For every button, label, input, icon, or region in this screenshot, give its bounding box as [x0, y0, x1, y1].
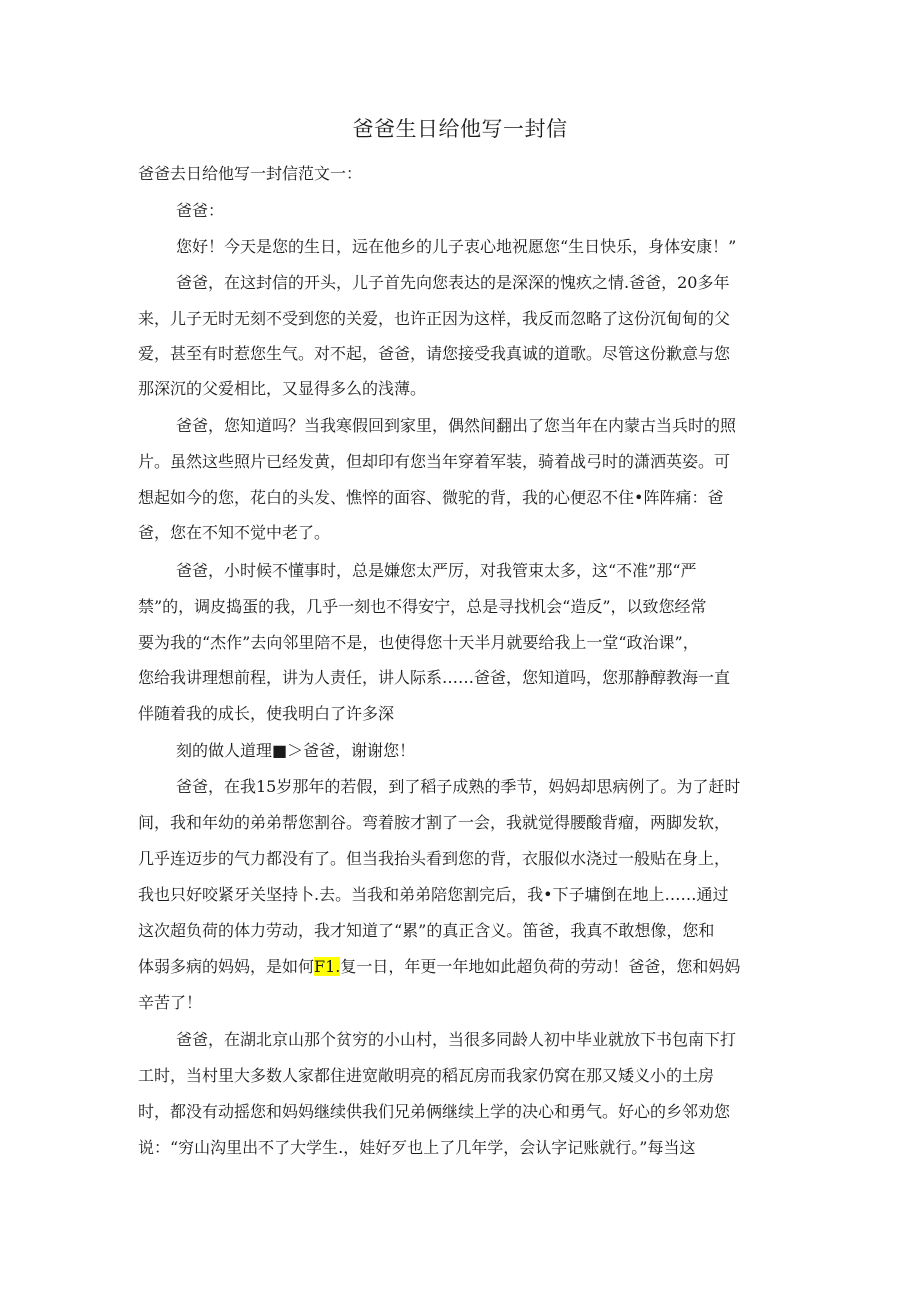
paragraph-line: 您给我讲理想前程，讲为人责任，讲人际系……爸爸，您知道吗，您那静醇教海一直: [138, 668, 731, 687]
paragraph-line-text: 体弱多病的妈妈，是如何: [138, 957, 315, 976]
subtitle: 爸爸去日给他写一封信范文一：: [138, 164, 363, 183]
paragraph-line: 爸爸，小时候不懂事时，总是嫌您太严厉，对我管束太多，这“不准”那“严: [176, 561, 697, 580]
paragraph-line: 伴随着我的成长，使我明白了许多深: [138, 704, 395, 723]
paragraph-line: 辛苦了！: [138, 993, 203, 1012]
paragraph-line: 来，儿子无时无刻不受到您的关爱，也许正因为这样，我反而忽略了这份沉甸甸的父: [138, 309, 731, 328]
paragraph-line: 爸爸，在湖北京山那个贫穷的小山村，当很多同龄人初中毕业就放下书包南下打: [176, 1030, 737, 1049]
paragraph-line: 爸，您在不知不觉中老了。: [138, 523, 331, 542]
paragraph-line: 时，都没有动摇您和妈妈继续供我们兄弟俩继续上学的决心和勇气。好心的乡邻劝您: [138, 1102, 731, 1121]
highlighted-text: F1.: [314, 957, 341, 976]
paragraph-line: 爸爸，在这封信的开头，儿子首先向您表达的是深深的愧疚之情.爸爸，20多年: [176, 273, 730, 292]
paragraph-line: 要为我的“杰作”去向邻里陪不是，也使得您十天半月就要给我上一堂“政治课”，: [138, 633, 699, 652]
paragraph-line: 片。虽然这些照片已经发黄，但却印有您当年穿着军装，骑着战弓时的潇洒英姿。可: [138, 452, 731, 471]
paragraph-line: 间，我和年幼的弟弟帮您割谷。弯着胺才割了一会，我就觉得腰酸背瘤，两脚发软，: [138, 813, 731, 832]
paragraph-line: 想起如今的您，花白的头发、憔悴的面容、微驼的背，我的心便忍不住•阵阵痛：爸: [138, 488, 724, 507]
paragraph-line: 那深沉的父爱相比，又显得多么的浅薄。: [138, 379, 427, 398]
paragraph-line: 爸爸，您知道吗？当我寒假回到家里，偶然间翻出了您当年在内蒙古当兵时的照: [176, 416, 737, 435]
page-title: 爸爸生日给他写一封信: [352, 117, 568, 141]
paragraph-line: 刻的做人道理■＞爸爸，谢谢您！: [176, 741, 416, 760]
paragraph-line: 爸爸，在我15岁那年的若假，到了稻子成熟的季节，妈妈却思病例了。为了赶时: [176, 777, 741, 796]
paragraph-line: 您好！今天是您的生日，远在他乡的儿子衷心地祝愿您“生日快乐，身体安康！”: [176, 237, 737, 256]
paragraph-line: [138, 956, 740, 978]
paragraph-line-text: 复一日，年更一年地如此超负荷的劳动！爸爸，您和妈妈: [340, 957, 741, 976]
paragraph-line: 工时，当村里大多数人家都住进宽敞明亮的稻瓦房而我家仍窝在那又矮义小的土房: [138, 1066, 715, 1085]
paragraph-line: 爱，甚至有时惹您生气。对不起，爸爸，请您接受我真诚的道歌。尽管这份歉意与您: [138, 344, 731, 363]
salutation: 爸爸：: [176, 201, 225, 220]
paragraph-line: 几乎连迈步的气力都没有了。但当我抬头看到您的背，衣服似水浇过一般贴在身上，: [138, 849, 731, 868]
paragraph-line: 这次超负荷的体力劳动，我才知道了“累”的真正含义。笛爸，我真不敢想像，您和: [138, 921, 715, 940]
paragraph-line: 说：“穷山沟里出不了大学生.，娃好歹也上了几年学，会认字记账就行。”每当这: [138, 1138, 696, 1157]
paragraph-line: 禁”的，调皮捣蛋的我，几乎一刻也不得安宁，总是寻找机会“造反”，以致您经常: [138, 597, 707, 616]
paragraph-line: 我也只好咬紧牙关坚持卜.去。当我和弟弟陪您割完后，我•下子墉倒在地上……通过: [138, 885, 729, 904]
